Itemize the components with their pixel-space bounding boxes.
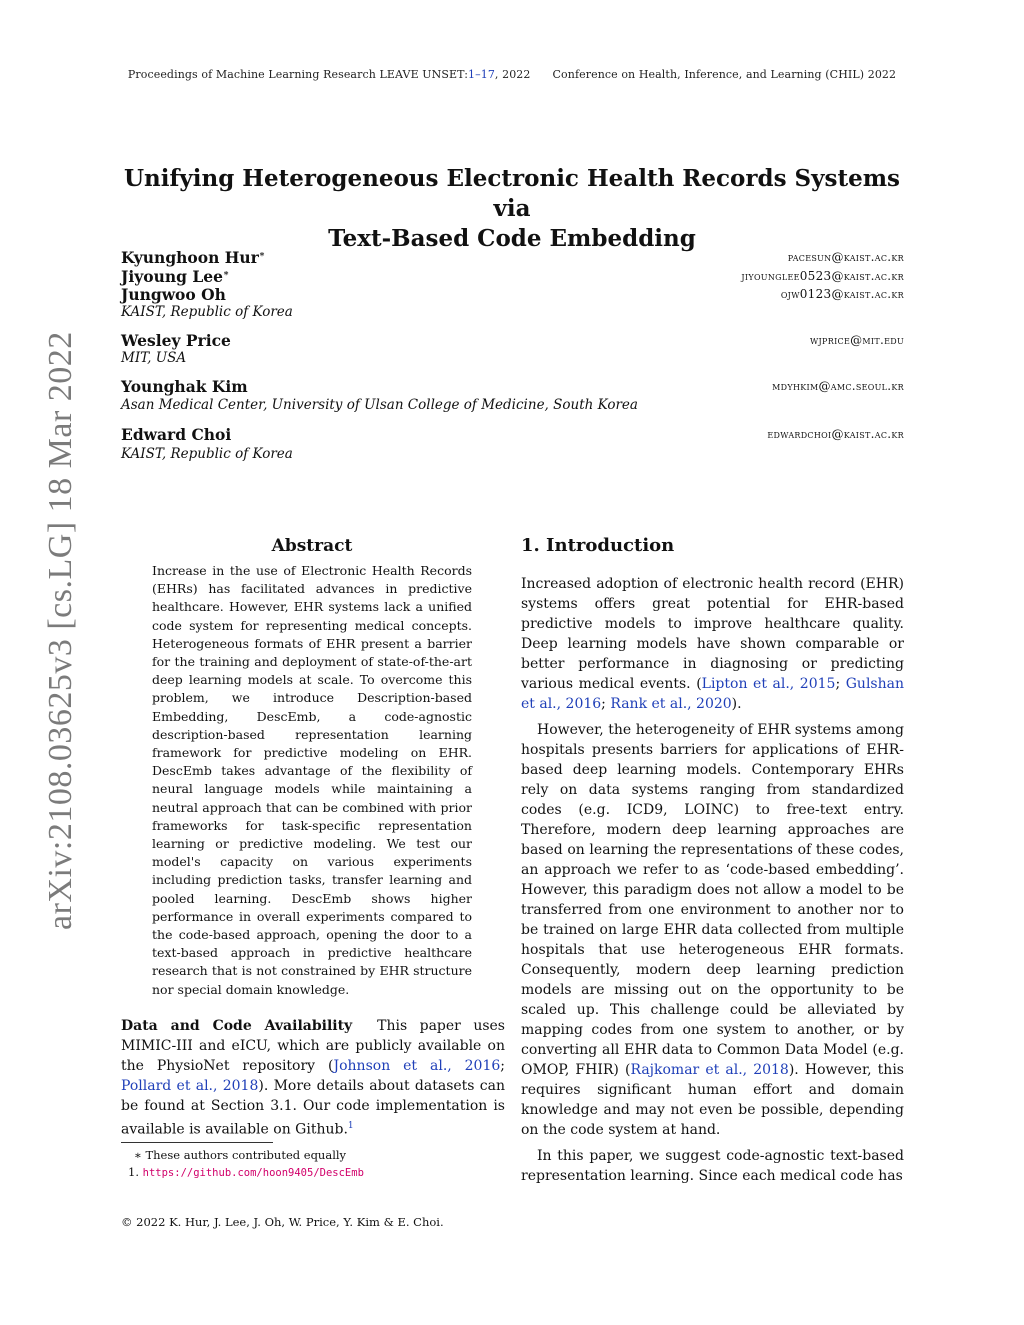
intro-paragraph: However, the heterogeneity of EHR systems among hospitals presents barriers for applications of EHR-based deep learning models. Contemporary EHRs rely on data systems ranging from standardized codes (e.g. ICD9, LOINC) to free-text entry. Therefore, modern deep learning approaches are based on learning the representations of these codes, an approach we refer to as ‘code-based embedding’. However, this paradigm does not allow a model to be transferred from one environment to another nor to be trained on large EHR data collected from multiple hospitals that use heterogeneous EHR formats. Consequently, modern deep learning prediction models are missing out on the opportunity to be scaled up. This challenge could be alleviated by mapping codes from one system to another, or by converting all EHR data to Common Data Model (e.g. OMOP, FHIR) (Rajkomar et al., 2018). However, this requires significant human effort and domain knowledge and may not even be possible, depending on the code system at hand. xyxy=(521,722,904,1138)
author-email[interactable]: wjprice@mit.edu xyxy=(810,333,904,347)
github-url-link[interactable]: https://github.com/hoon9405/DescEmb xyxy=(142,1167,364,1179)
footnote-marker[interactable]: 1 xyxy=(347,1121,354,1131)
intro-paragraph: In this paper, we suggest code-agnostic text-based representation learning. Since each medical code has xyxy=(521,1148,904,1184)
citation-link[interactable]: Gulshan et al., 2016 xyxy=(521,676,904,712)
page-range-link[interactable]: 1–17 xyxy=(468,68,495,81)
citation-link[interactable]: Rajkomar et al., 2018 xyxy=(630,1062,789,1078)
citation-link[interactable]: Rank et al., 2020 xyxy=(610,696,732,712)
author-row xyxy=(121,267,904,286)
author-row xyxy=(121,425,904,444)
author-name: Edward Choi xyxy=(121,425,232,444)
intro-paragraph: Increased adoption of electronic health record (EHR) systems offers great potential for EHR-based predictive models to improve healthcare quality. Deep learning models have shown comparable or better performance in diagnosing or predicting various medical events. (Lipton et al., 2015; Gulshan et al., 2016; Rank et al., 2020). xyxy=(521,576,904,712)
author-name: Jungwoo Oh xyxy=(121,285,226,304)
running-header: Proceedings of Machine Learning Research LEAVE UNSET:1–17, 2022 Conference on Health, Inference, and Learning (CHIL) 2022 xyxy=(127,68,897,81)
paper-title: Unifying Heterogeneous Electronic Health Records Systems via Text-Based Code Embedding xyxy=(123,165,901,252)
affiliation: MIT, USA xyxy=(121,350,187,366)
abstract-heading: Abstract xyxy=(271,536,353,556)
author-row xyxy=(121,248,904,267)
copyright-notice: © 2022 K. Hur, J. Lee, J. Oh, W. Price, Y. Kim & E. Choi. xyxy=(121,1215,444,1229)
footnote-github: 1. https://github.com/hoon9405/DescEmb xyxy=(128,1165,364,1179)
author-email[interactable]: edwardchoi@kaist.ac.kr xyxy=(767,427,904,441)
footnote-equal-contribution: ∗ These authors contributed equally xyxy=(134,1148,347,1162)
footnote-divider xyxy=(121,1142,273,1143)
section-heading-introduction: 1. Introduction xyxy=(521,535,675,556)
data-availability-paragraph: Data and Code Availability This paper uses MIMIC-III and eICU, which are publicly available on the PhysioNet repository (Johnson et al., 2016; Pollard et al., 2018). More details about datasets can be found at Section 3.1. Our code implementation is available is available on Github.$^1$ xyxy=(121,1018,505,1138)
author-row xyxy=(121,377,904,396)
author-email[interactable]: pacesun@kaist.ac.kr xyxy=(787,250,904,264)
affiliation: KAIST, Republic of Korea xyxy=(121,304,293,320)
author-name: Kyunghoon Hur∗ xyxy=(121,248,266,267)
citation-link[interactable]: Johnson et al., 2016 xyxy=(333,1058,501,1074)
author-name: Jiyoung Lee∗ xyxy=(121,267,230,286)
abstract-body: Increase in the use of Electronic Health Records (EHRs) has facilitated advances in predictive healthcare. However, EHR systems lack a unified code system for representing medical concepts. Heterogeneous formats of EHR present a barrier for the training and deployment of state-of-the-art deep learning models at scale. To overcome this problem, we introduce Description-based Embedding, DescEmb, a code-agnostic description-based representation learning framework for predictive modeling on EHR. DescEmb takes advantage of the flexibility of neural language models while maintaining a neutral approach that can be combined with prior frameworks for task-specific representation learning or predictive modeling. We test our model's capacity on various experiments including prediction tasks, transfer learning and pooled learning. DescEmb shows higher performance in overall experiments compared to the code-based approach, opening the door to a text-based approach in predictive healthcare research that is not constrained by EHR structure nor special domain knowledge. xyxy=(152,563,472,997)
author-row xyxy=(121,331,904,350)
author-name: Wesley Price xyxy=(121,331,231,350)
affiliation: Asan Medical Center, University of Ulsan College of Medicine, South Korea xyxy=(121,397,638,413)
author-name: Younghak Kim xyxy=(121,377,248,396)
citation-link[interactable]: Pollard et al., 2018 xyxy=(121,1078,259,1094)
citation-link[interactable]: Lipton et al., 2015 xyxy=(701,676,836,692)
affiliation: KAIST, Republic of Korea xyxy=(121,446,293,462)
availability-label: Data and Code Availability xyxy=(121,1018,353,1034)
author-email[interactable]: ojw0123@kaist.ac.kr xyxy=(780,287,904,301)
author-email[interactable]: mdyhkim@amc.seoul.kr xyxy=(772,379,904,393)
author-email[interactable]: jiyounglee0523@kaist.ac.kr xyxy=(741,269,904,283)
introduction-body xyxy=(521,574,904,1186)
author-row xyxy=(121,285,904,304)
